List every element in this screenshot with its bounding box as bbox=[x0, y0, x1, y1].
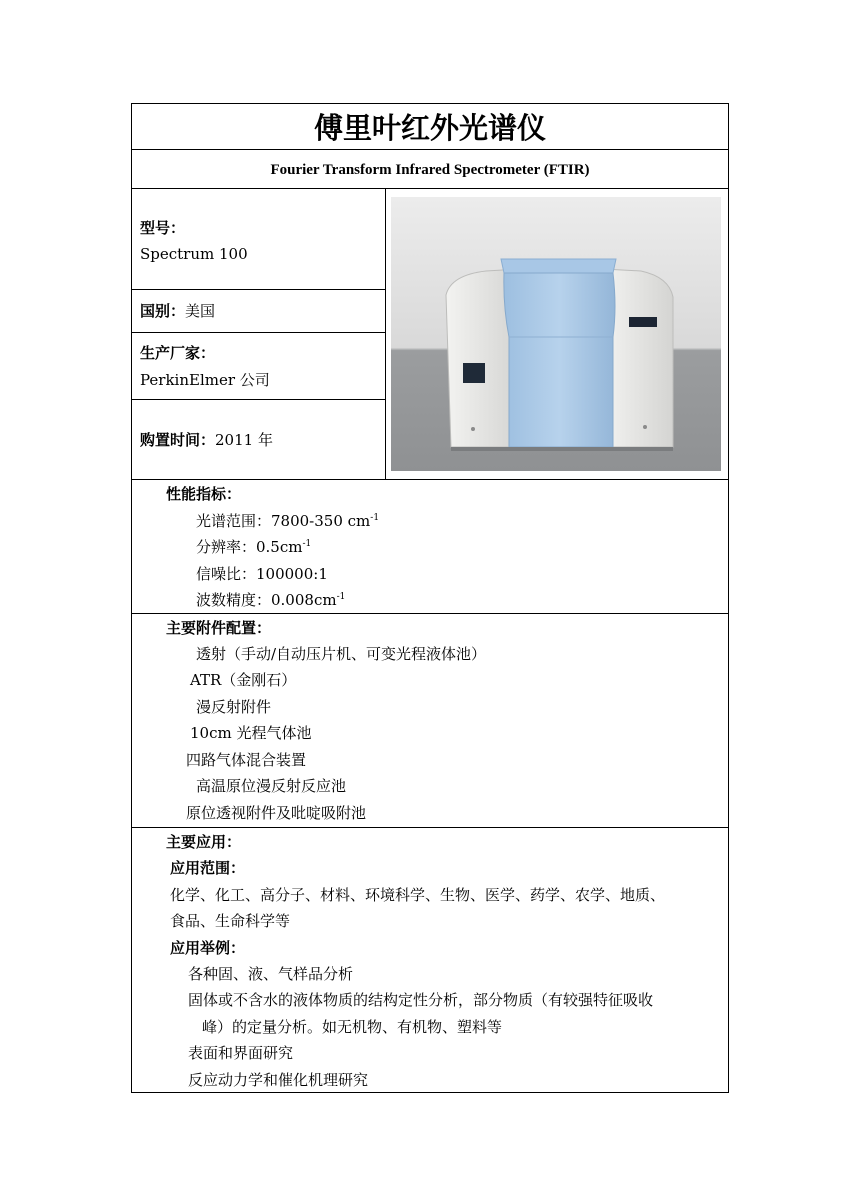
spec-superscript: -1 bbox=[336, 592, 346, 602]
examples-heading: 应用举例： bbox=[170, 939, 246, 957]
accessory-item: 原位透视附件及吡啶吸附池 bbox=[186, 804, 367, 822]
manufacturer-label: 生产厂家： bbox=[140, 344, 216, 362]
row-divider bbox=[132, 479, 728, 480]
row-divider bbox=[132, 827, 728, 828]
example-item: 表面和界面研究 bbox=[188, 1044, 294, 1062]
country-label: 国别： bbox=[140, 302, 186, 320]
example-item: 反应动力学和催化机理研究 bbox=[188, 1071, 369, 1089]
accessory-item: 四路气体混合装置 bbox=[186, 751, 307, 769]
spec-text: 分辨率：0.5cm bbox=[196, 538, 303, 556]
spec-item bbox=[196, 565, 328, 583]
row-divider bbox=[132, 289, 385, 290]
specs-heading: 性能指标： bbox=[166, 485, 242, 503]
manufacturer-value: PerkinElmer 公司 bbox=[140, 371, 270, 389]
row-divider bbox=[132, 188, 728, 189]
spec-text: 信噪比：100000:1 bbox=[196, 565, 328, 583]
scope-line: 食品、生命科学等 bbox=[170, 912, 291, 930]
model-label: 型号： bbox=[140, 219, 186, 237]
scope-line: 化学、化工、高分子、材料、环境科学、生物、医学、药学、农学、地质、 bbox=[170, 886, 666, 904]
accessory-item: ATR（金刚石） bbox=[190, 671, 297, 689]
model-value: Spectrum 100 bbox=[140, 245, 248, 263]
purchase-value: 2011 年 bbox=[215, 431, 273, 449]
row-divider bbox=[132, 613, 728, 614]
country-value: 美国 bbox=[185, 302, 216, 320]
page-title: 傅里叶红外光谱仪 bbox=[313, 111, 546, 145]
spec-text: 波数精度：0.008cm bbox=[196, 591, 337, 609]
purchase-label: 购置时间： bbox=[140, 431, 216, 449]
accessory-item: 高温原位漫反射反应池 bbox=[196, 777, 347, 795]
example-item: 各种固、液、气样品分析 bbox=[188, 965, 354, 983]
applications-heading: 主要应用： bbox=[166, 833, 242, 851]
example-item: 固体或不含水的液体物质的结构定性分析，部分物质（有较强特征吸收 bbox=[188, 991, 654, 1009]
row-divider bbox=[132, 332, 385, 333]
accessory-item: 10cm 光程气体池 bbox=[190, 724, 312, 742]
spec-item bbox=[196, 538, 311, 556]
row-divider bbox=[132, 149, 728, 150]
spec-superscript: -1 bbox=[302, 539, 312, 549]
spec-item bbox=[196, 591, 345, 609]
instrument-photo bbox=[391, 197, 721, 471]
accessory-item: 漫反射附件 bbox=[196, 698, 272, 716]
country-row bbox=[140, 302, 215, 320]
scope-heading: 应用范围： bbox=[170, 859, 246, 877]
instrument-info-sheet bbox=[131, 103, 729, 1093]
spec-text: 光谱范围：7800-350 cm bbox=[196, 512, 371, 530]
column-divider bbox=[385, 188, 386, 479]
spec-superscript: -1 bbox=[370, 513, 380, 523]
purchase-row bbox=[140, 431, 273, 449]
row-divider bbox=[132, 399, 385, 400]
ftir-instrument-image bbox=[391, 197, 721, 471]
accessories-heading: 主要附件配置： bbox=[166, 619, 272, 637]
spec-item bbox=[196, 512, 379, 530]
page-subtitle: Fourier Transform Infrared Spectrometer (FTIR) bbox=[270, 162, 590, 178]
accessory-item: 透射（手动/自动压片机、可变光程液体池） bbox=[196, 645, 487, 663]
example-item: 峰）的定量分析。如无机物、有机物、塑料等 bbox=[202, 1018, 503, 1036]
